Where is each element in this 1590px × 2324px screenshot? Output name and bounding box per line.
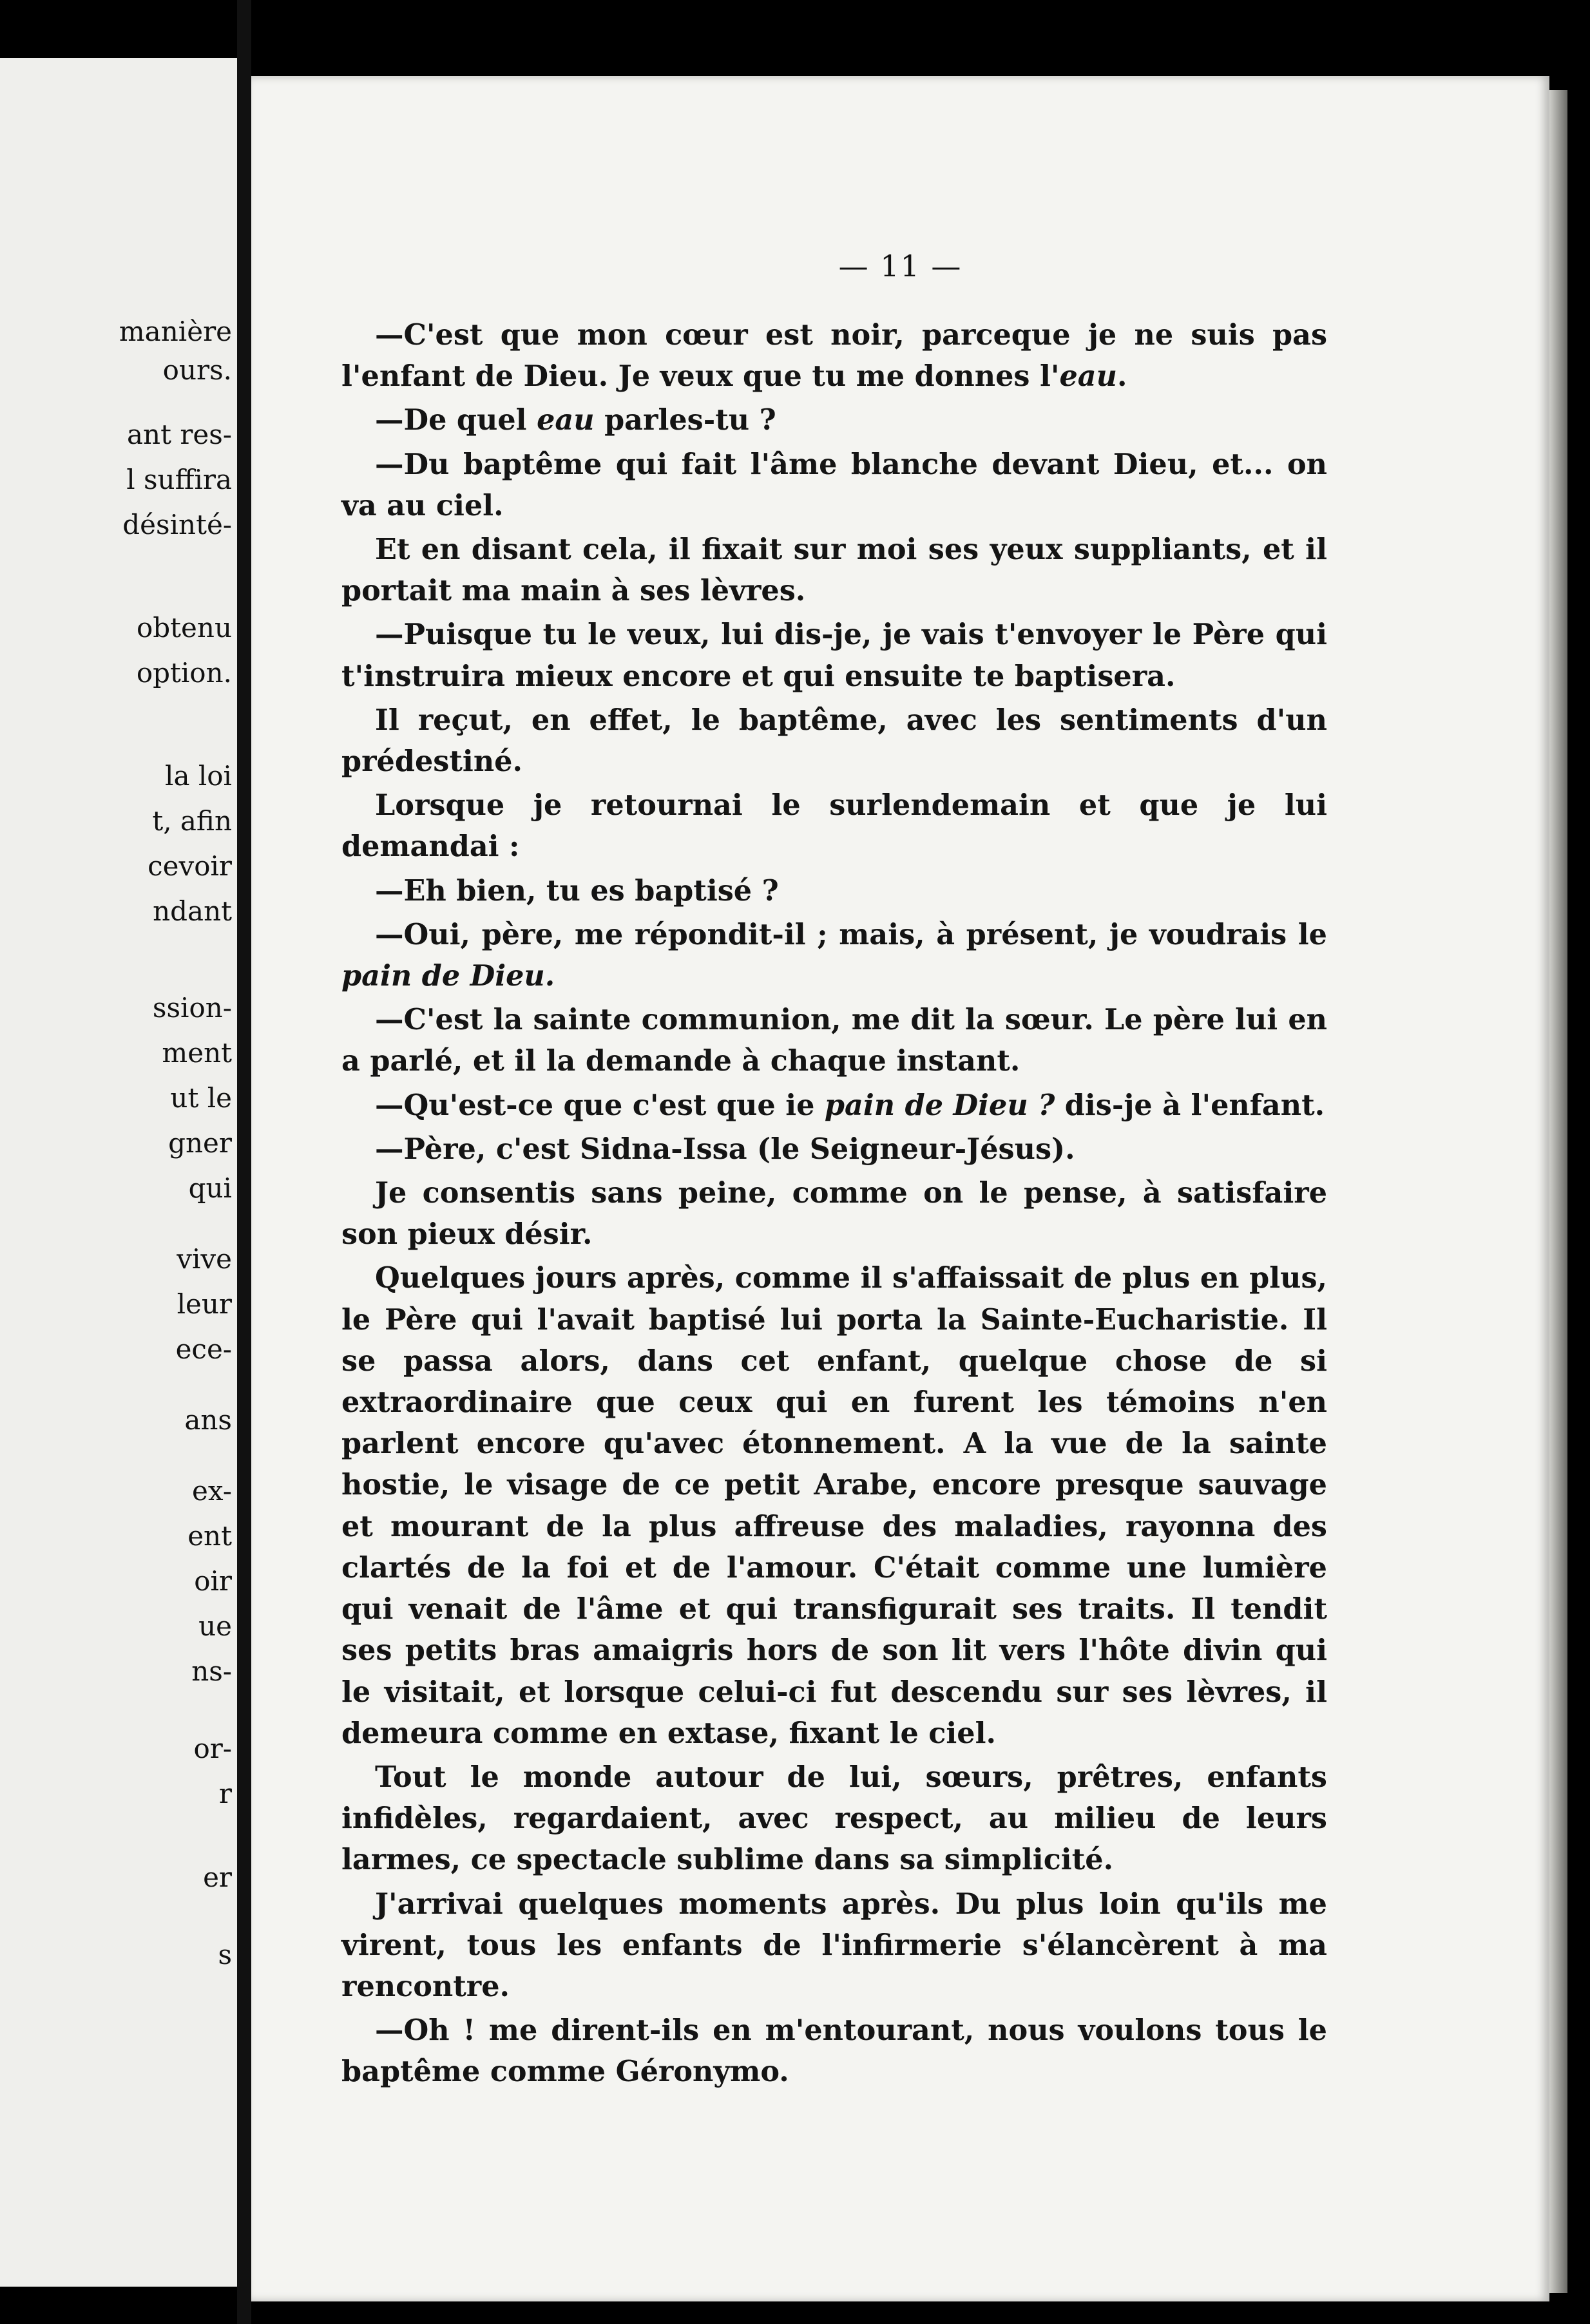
previous-page-fragment: manière <box>119 316 232 347</box>
paragraph <box>341 314 1327 397</box>
previous-page-fragment: option. <box>136 657 232 689</box>
previous-page-fragment: ans <box>184 1404 232 1436</box>
paragraph <box>341 914 1327 996</box>
paragraph <box>341 1257 1327 1753</box>
text-run: Lorsque je retournai le surlendemain et que je lui demandai : <box>341 788 1327 864</box>
paragraph <box>341 2010 1327 2092</box>
paragraph <box>341 1172 1327 1255</box>
paragraph <box>341 1129 1327 1170</box>
text-run: —Qu'est-ce que c'est que ie <box>375 1088 825 1122</box>
previous-page-fragment: qui <box>188 1172 232 1204</box>
previous-page-fragment: ns- <box>191 1655 232 1687</box>
book-page <box>251 76 1549 2301</box>
previous-page-fragment: t, afin <box>152 805 232 837</box>
text-run: —Oui, père, me répondit-il ; mais, à présent, je voudrais le <box>375 917 1327 951</box>
paragraph <box>341 1757 1327 1881</box>
italic-text: eau <box>537 403 595 437</box>
paragraph <box>341 529 1327 611</box>
text-run: —Puisque tu le veux, lui dis-je, je vais t'envoyer le Père qui t'instruira mieux encore et qui ensuite te baptisera. <box>341 618 1327 693</box>
paragraph <box>341 399 1327 441</box>
previous-page-strip <box>0 58 241 2287</box>
text-run: —C'est la sainte communion, me dit la sœur. Le père lui en a parlé, et il la demande à chaque instant. <box>341 1003 1327 1078</box>
previous-page-fragment: obtenu <box>136 612 232 643</box>
previous-page-fragment: r <box>218 1778 232 1809</box>
previous-page-fragment: gner <box>168 1127 232 1159</box>
previous-page-fragment: s <box>218 1939 232 1970</box>
paragraph <box>341 785 1327 867</box>
previous-page-fragment: ndant <box>153 895 232 927</box>
italic-text: eau <box>1059 359 1117 394</box>
text-run: —C'est que mon cœur est noir, parceque je ne suis pas l'enfant de Dieu. Je veux que tu me donnes l' <box>341 318 1327 394</box>
previous-page-fragment: ent <box>187 1520 232 1552</box>
paragraph <box>341 1085 1327 1126</box>
text-run: dis-je à l'enfant. <box>1055 1088 1325 1122</box>
paragraph <box>341 1883 1327 2008</box>
text-run: —Du baptême qui fait l'âme blanche devant Dieu, et... on va au ciel. <box>341 447 1327 522</box>
previous-page-fragment: er <box>203 1862 232 1893</box>
previous-page-fragment: ut le <box>170 1082 232 1114</box>
italic-text: pain de Dieu ? <box>824 1088 1055 1122</box>
text-run: Tout le monde autour de lui, sœurs, prêtres, enfants infidèles, regardaient, avec respect, au milieu de leurs larmes, ce spectacle sublime dans sa simplicité. <box>341 1760 1327 1877</box>
book-gutter <box>237 0 251 2324</box>
text-run: —Eh bien, tu es baptisé ? <box>375 873 779 908</box>
previous-page-fragment: ment <box>162 1037 232 1069</box>
previous-page-fragment: ue <box>198 1610 232 1642</box>
text-run: . <box>1117 359 1127 394</box>
text-run: —De quel <box>375 403 537 437</box>
previous-page-fragment: ex- <box>192 1475 232 1507</box>
previous-page-fragment: la loi <box>165 760 232 792</box>
text-run: Je consentis sans peine, comme on le pense, à satisfaire son pieux désir. <box>341 1176 1327 1252</box>
paragraph <box>341 870 1327 911</box>
previous-page-fragment: ours. <box>162 354 232 386</box>
previous-page-fragment: cevoir <box>148 850 232 882</box>
page-body-text <box>341 314 1327 2095</box>
previous-page-fragment: oir <box>194 1565 232 1597</box>
previous-page-fragment: leur <box>177 1288 232 1320</box>
text-run: Il reçut, en effet, le baptême, avec les sentiments d'un prédestiné. <box>341 703 1327 779</box>
paragraph <box>341 700 1327 782</box>
paragraph <box>341 999 1327 1081</box>
text-run: J'arrivai quelques moments après. Du plus loin qu'ils me virent, tous les enfants de l'infirmerie s'élancèrent à ma rencontre. <box>341 1887 1327 2003</box>
text-run: —Père, c'est Sidna-Issa (le Seigneur-Jésus). <box>375 1132 1075 1166</box>
text-run: Quelques jours après, comme il s'affaissait de plus en plus, le Père qui l'avait baptisé lui porta la Sainte-Eucharistie. Il se passa alors, dans cet enfant, quelque chose de si extraordinaire que ceux qui en furent les témoins n'en parlent encore qu'avec étonnement. A la vue de la sainte hostie, le visage de ce petit Arabe, encore presque sauvage et mourant de la plus affreuse des maladies, rayonna des clartés de la foi et de l'amour. C'était comme une lumière qui venait de l'âme et qui transfigurait ses traits. Il tendit ses petits bras amaigris hors de son lit vers l'hôte divin qui le visitait, et lorsque celui-ci fut descendu sur ses lèvres, il demeura comme en extase, fixant le ciel. <box>341 1261 1327 1750</box>
italic-text: pain de Dieu. <box>341 959 555 993</box>
paragraph <box>341 444 1327 526</box>
previous-page-fragment: l suffira <box>126 464 232 495</box>
previous-page-fragment: ece- <box>175 1333 232 1365</box>
text-run: —Oh ! me dirent-ils en m'entourant, nous voulons tous le baptême comme Géronymo. <box>341 2014 1327 2089</box>
previous-page-fragment: ant res- <box>127 419 232 450</box>
previous-page-fragment: vive <box>177 1243 232 1275</box>
previous-page-fragment: désinté- <box>122 509 232 540</box>
page-edge-shadow <box>1549 90 1567 2293</box>
previous-page-fragment: ssion- <box>152 992 232 1024</box>
previous-page-fragment: or- <box>193 1733 232 1764</box>
text-run: parles-tu ? <box>594 403 776 437</box>
text-run: Et en disant cela, il fixait sur moi ses yeux suppliants, et il portait ma main à ses lèvres. <box>341 533 1327 608</box>
page-number: — 11 — <box>838 249 963 283</box>
paragraph <box>341 614 1327 696</box>
